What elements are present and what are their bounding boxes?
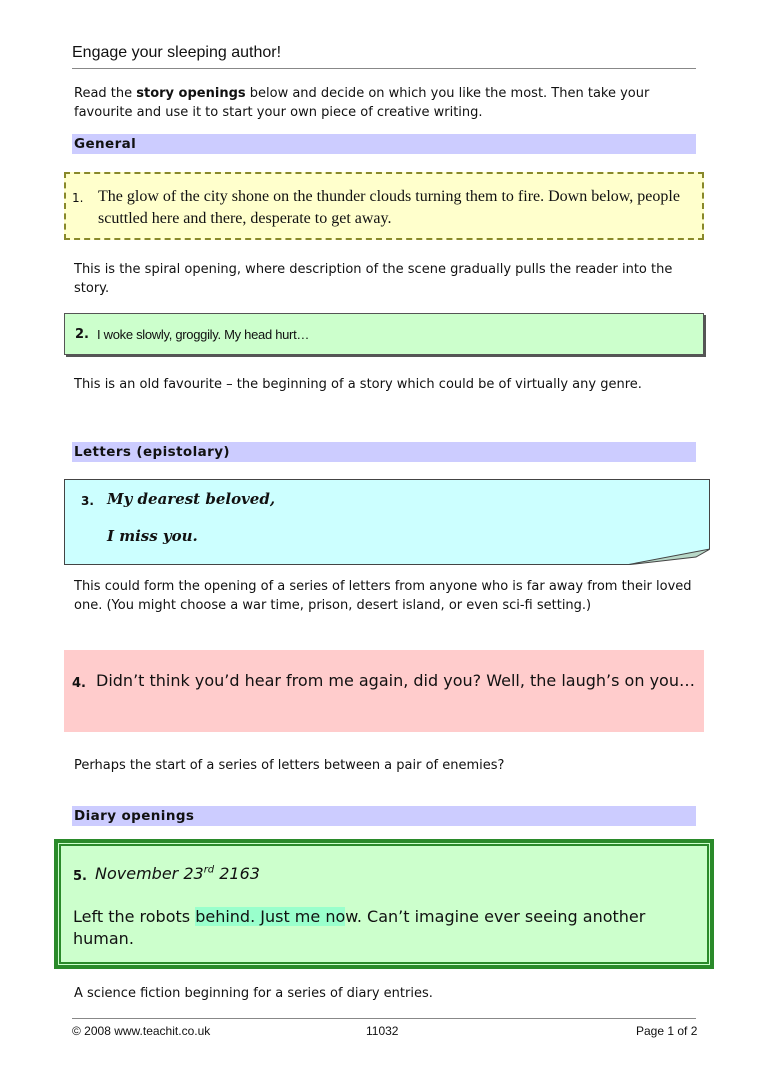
opening-description-3: This could form the opening of a series of letters from anyone who is far away from their loved one. (You might choose a war time, prison, desert island, or even sci-fi setting.): [74, 579, 692, 613]
opening-description-1: This is the spiral opening, where description of the scene gradually pulls the reader into the story.: [74, 262, 673, 296]
footer-page-number: Page 1 of 2: [636, 1024, 698, 1038]
intro-text-end: below and decide on which you like the most. Then take your favourite and use it to start your own piece of creative writing.: [74, 86, 650, 120]
opening-box-4: [64, 650, 704, 732]
page-curl-icon: [626, 547, 710, 565]
title-divider: [72, 68, 696, 69]
diary-date-main: November 23: [95, 864, 204, 883]
footer-code: 11032: [366, 1024, 399, 1038]
diary-entry-text: [73, 906, 693, 950]
diary-date-suffix: rd: [203, 864, 215, 876]
intro-text-start: Read the: [74, 86, 137, 101]
opening-description-5: A science fiction beginning for a series of diary entries.: [74, 986, 433, 1001]
opening-number: 5.: [73, 869, 87, 884]
intro-emphasis: story openings: [136, 86, 246, 101]
diary-date-year: 2163: [214, 864, 260, 883]
opening-description-2: This is an old favourite – the beginning of a story which could be of virtually any genre.: [74, 377, 642, 392]
opening-box-2: [64, 313, 704, 355]
opening-box-5: [56, 841, 712, 967]
opening-number: 3.: [81, 494, 94, 508]
footer-divider: [72, 1018, 696, 1019]
intro-paragraph: [74, 84, 694, 122]
letter-salutation: My dearest beloved,: [107, 490, 276, 508]
opening-text: I woke slowly, groggily. My head hurt…: [97, 327, 310, 342]
diary-text-part: w. Can’t imagine ever seeing another human.: [73, 907, 646, 948]
page-title: Engage your sleeping author!: [72, 44, 282, 61]
footer-copyright: © 2008 www.teachit.co.uk: [72, 1024, 211, 1038]
diary-date: [95, 864, 260, 883]
section-header-letters: Letters (epistolary): [72, 442, 696, 462]
opening-number: 4.: [72, 676, 86, 691]
opening-number: 2.: [75, 327, 89, 342]
section-header-diary: Diary openings: [72, 806, 696, 826]
diary-text-part: Left the robots: [73, 907, 196, 926]
diary-text-highlight: behind. Just me no: [195, 907, 346, 926]
opening-box-1: [64, 172, 704, 240]
opening-text: The glow of the city shone on the thunder clouds turning them to fire. Down below, people scuttled here and there, desperate to get away.: [98, 188, 680, 227]
section-header-general: General: [72, 134, 696, 154]
letter-line: I miss you.: [107, 527, 198, 545]
opening-description-4: Perhaps the start of a series of letters between a pair of enemies?: [74, 758, 505, 773]
opening-number: 1.: [72, 191, 84, 205]
opening-box-3: [64, 479, 710, 565]
opening-text: Didn’t think you’d hear from me again, did you? Well, the laugh’s on you…: [96, 671, 695, 690]
